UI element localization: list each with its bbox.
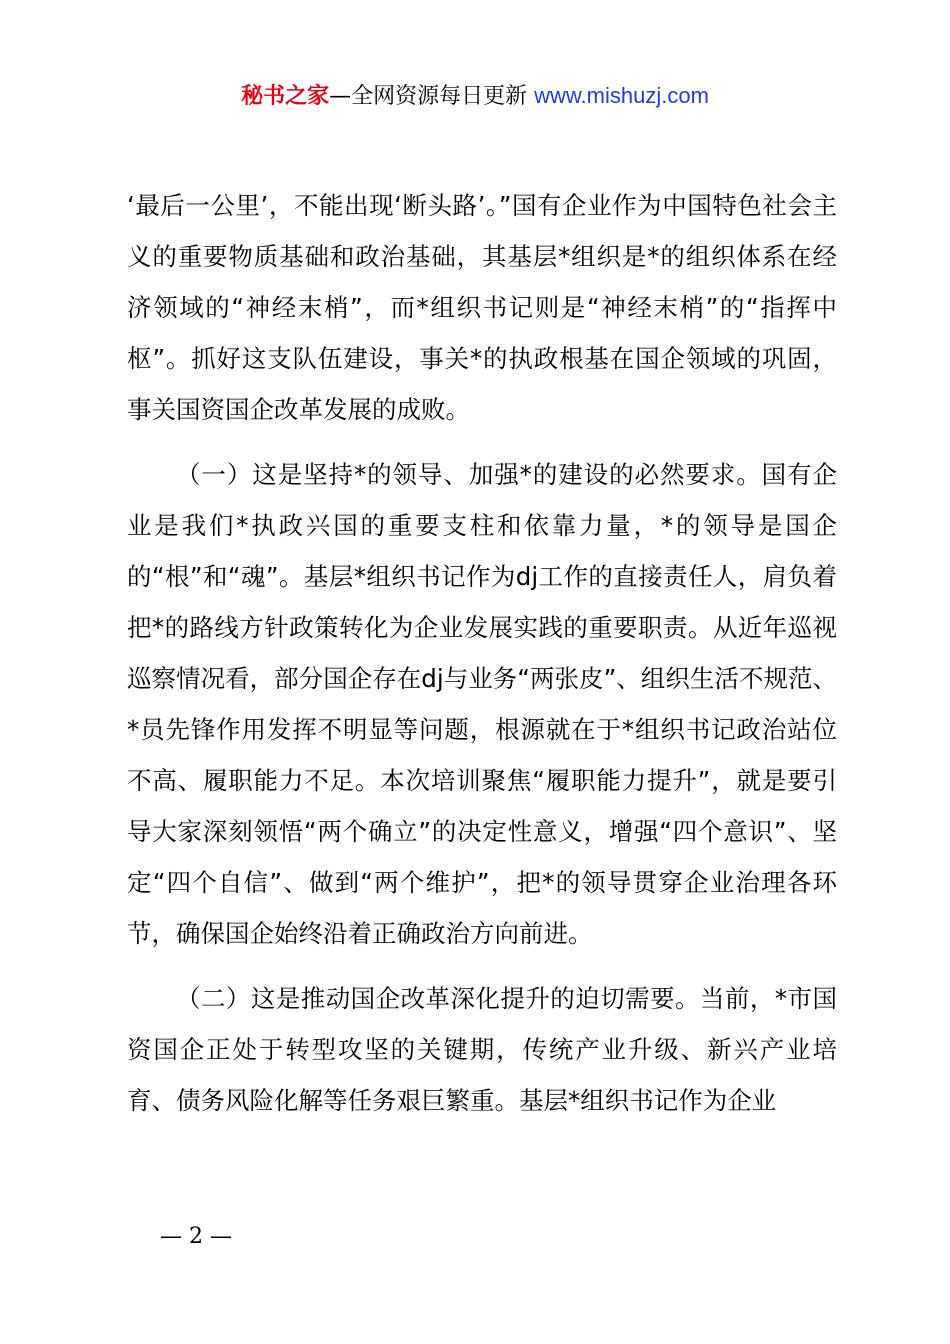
site-tagline: —全网资源每日更新 xyxy=(329,84,535,109)
site-header xyxy=(0,80,950,113)
paragraph-continued: ‘最后一公里’，不能出现‘断头路’。”国有企业作为中国特色社会主义的重要物质基础和政治基础，其基层*组织是*的组织体系在经济领域的“神经末梢”，而*组织书记则是“神经末梢”的“指挥中枢”。抓好这支队伍建设，事关*的执政根基在国企领域的巩固，事关国资国企改革发展的成败。 xyxy=(127,191,837,424)
site-url-link[interactable]: www.mishuzj.com xyxy=(534,83,709,108)
site-brand: 秘书之家 xyxy=(241,84,330,109)
paragraph-section-two: （二）这是推动国企改革深化提升的迫切需要。当前，*市国资国企正处于转型攻坚的关键期，传统产业升级、新兴产业培育、债务风险化解等任务艰巨繁重。基层*组织书记作为企业 xyxy=(127,984,837,1115)
document-body xyxy=(127,180,837,1126)
page-number: — 2 — xyxy=(160,1224,232,1249)
paragraph-section-one: （一）这是坚持*的领导、加强*的建设的必然要求。国有企业是我们*执政兴国的重要支柱和依靠力量，*的领导是国企的“根”和“魂”。基层*组织书记作为dj工作的直接责任人，肩负着把*的路线方针政策转化为企业发展实践的重要职责。从近年巡视巡察情况看，部分国企存在dj与业务“两张皮”、组织生活不规范、*员先锋作用发挥不明显等问题，根源就在于*组织书记政治站位不高、履职能力不足。本次培训聚焦“履职能力提升”，就是要引导大家深刻领悟“两个确立”的决定性意义，增强“四个意识”、坚定“四个自信”、做到“两个维护”，把*的领导贯穿企业治理各环节，确保国企始终沿着正确政治方向前进。 xyxy=(127,460,837,948)
